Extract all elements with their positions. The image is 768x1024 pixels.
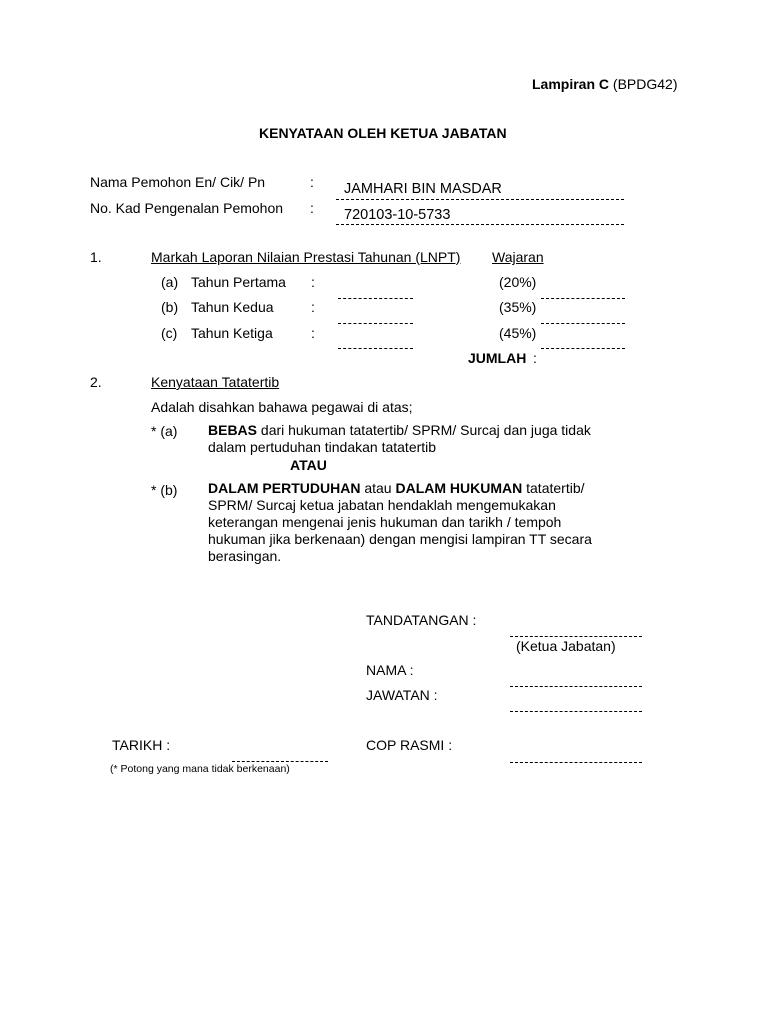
name-line (510, 686, 642, 687)
date-line (232, 761, 328, 762)
stamp-label: COP RASMI : (366, 737, 453, 753)
position-label: JAWATAN : (366, 687, 438, 703)
total-colon: : (533, 350, 537, 366)
option-b-text (208, 480, 608, 565)
position-line (510, 711, 642, 712)
year3-mark-line (338, 348, 413, 349)
section2-number: 2. (90, 374, 102, 390)
year1-mark-line (338, 298, 413, 299)
or-label: ATAU (290, 457, 327, 473)
year2-letter: (b) (161, 299, 179, 315)
year1-letter: (a) (161, 274, 179, 290)
role-note: (Ketua Jabatan) (516, 638, 616, 654)
section1-heading: Markah Laporan Nilaian Prestasi Tahunan (LNPT) (151, 249, 461, 265)
year2-mark-line (338, 323, 413, 324)
year1-label: Tahun Pertama (191, 274, 286, 290)
applicant-name-value: JAMHARI BIN MASDAR (344, 181, 502, 197)
signature-label: TANDATANGAN : (366, 612, 477, 628)
option-b-bold1: DALAM PERTUDUHAN (208, 480, 361, 496)
appendix-title: Lampiran C (532, 76, 610, 92)
appendix-code: (BPDG42) (612, 76, 678, 92)
option-b-mid: atau (360, 480, 396, 496)
section1-number: 1. (90, 249, 102, 265)
year3-weight: (45%) (499, 325, 537, 341)
applicant-ic-label: No. Kad Pengenalan Pemohon (90, 200, 284, 216)
option-b-line2: SPRM/ Surcaj ketua jabatan hendaklah mengemukakan (208, 497, 556, 513)
year3-colon: : (311, 325, 315, 341)
appendix-label (532, 76, 677, 92)
option-a-line2: dalam pertuduhan tindakan tatatertib (208, 439, 437, 455)
date-label: TARIKH : (112, 737, 171, 753)
total-label: JUMLAH (468, 350, 527, 366)
name-label: NAMA : (366, 662, 414, 678)
applicant-name-colon: : (310, 174, 314, 190)
year3-letter: (c) (161, 325, 178, 341)
option-b-line4: hukuman jika berkenaan) dengan mengisi lampiran TT secara (208, 531, 592, 547)
year2-label: Tahun Kedua (191, 299, 274, 315)
option-a-marker: * (a) (151, 423, 178, 439)
section2-heading: Kenyataan Tatatertib (151, 374, 280, 390)
year3-label: Tahun Ketiga (191, 325, 273, 341)
year2-weight: (35%) (499, 299, 537, 315)
year2-weighted-line (541, 323, 625, 324)
option-a-line1: dari hukuman tatatertib/ SPRM/ Surcaj dan juga tidak (257, 422, 591, 438)
applicant-ic-colon: : (310, 200, 314, 216)
option-b-line3: keterangan mengenai jenis hukuman dan tarikh / tempoh (208, 514, 562, 530)
option-b-line5: berasingan. (208, 548, 282, 564)
section2-intro: Adalah disahkan bahawa pegawai di atas; (151, 399, 413, 415)
applicant-ic-value: 720103-10-5733 (344, 207, 451, 223)
option-a-text (208, 422, 608, 456)
option-b-line1: tatatertib/ (522, 480, 585, 496)
signature-line (510, 636, 642, 637)
applicant-name-line (336, 199, 624, 200)
stamp-line (510, 762, 642, 763)
weight-heading: Wajaran (492, 249, 544, 265)
year1-colon: : (311, 274, 315, 290)
footnote: (* Potong yang mana tidak berkenaan) (110, 763, 290, 775)
option-a-bold: BEBAS (208, 422, 258, 438)
year3-weighted-line (541, 348, 625, 349)
option-b-marker: * (b) (151, 482, 178, 498)
year1-weighted-line (541, 298, 625, 299)
year1-weight: (20%) (499, 274, 537, 290)
option-b-bold2: DALAM HUKUMAN (395, 480, 523, 496)
year2-colon: : (311, 299, 315, 315)
applicant-ic-line (336, 224, 624, 225)
applicant-name-label: Nama Pemohon En/ Cik/ Pn (90, 174, 266, 190)
document-title: KENYATAAN OLEH KETUA JABATAN (259, 125, 507, 141)
